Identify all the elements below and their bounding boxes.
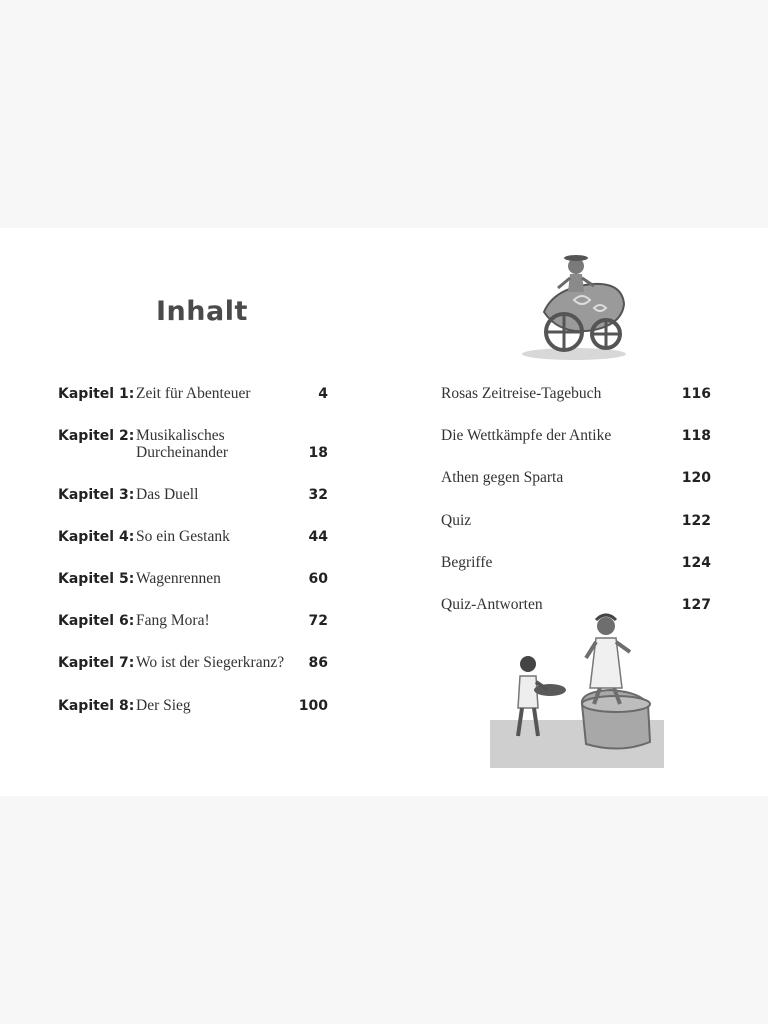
page-number: 120 <box>681 470 711 486</box>
section-title: Die Wettkämpfe der Antike <box>441 427 612 444</box>
chapter-label: Kapitel 2: <box>58 428 135 444</box>
chapter-label: Kapitel 7: <box>58 655 135 671</box>
page-number: 32 <box>308 487 328 503</box>
page-number: 44 <box>308 529 328 545</box>
chapter-label: Kapitel 4: <box>58 529 135 545</box>
chapter-title: Das Duell <box>136 486 199 503</box>
chapter-label: Kapitel 8: <box>58 698 135 714</box>
chapter-title: Wagenrennen <box>136 570 221 587</box>
section-title: Quiz <box>441 512 472 529</box>
section-title: Quiz-Antworten <box>441 596 543 613</box>
toc-row[interactable] <box>58 427 328 465</box>
victory-illustration <box>490 612 664 768</box>
section-title: Rosas Zeitreise-Tagebuch <box>441 385 602 402</box>
chapter-title: So ein Gestank <box>136 528 230 545</box>
chariot-illustration <box>514 248 634 364</box>
page-number: 86 <box>308 655 328 671</box>
chapter-title: Musikalisches <box>136 427 225 444</box>
page-number: 100 <box>298 698 328 714</box>
chapter-title: Zeit für Abenteuer <box>136 385 251 402</box>
page-title: Inhalt <box>156 296 248 327</box>
page-number: 72 <box>308 613 328 629</box>
chapter-label: Kapitel 5: <box>58 571 135 587</box>
page-number: 18 <box>308 445 328 461</box>
page-number: 122 <box>681 513 711 529</box>
section-title: Athen gegen Sparta <box>441 469 564 486</box>
page-number: 116 <box>681 386 711 402</box>
page-number: 4 <box>318 386 328 402</box>
chapter-title: Fang Mora! <box>136 612 210 629</box>
chapter-title-line2: Durcheinander <box>136 444 229 461</box>
chapter-label: Kapitel 1: <box>58 386 135 402</box>
chapter-title: Wo ist der Siegerkranz? <box>136 654 285 671</box>
page-number: 60 <box>308 571 328 587</box>
section-title: Begriffe <box>441 554 493 571</box>
chapter-title: Der Sieg <box>136 697 191 714</box>
chapter-label: Kapitel 6: <box>58 613 135 629</box>
page-number: 124 <box>681 555 711 571</box>
page-number: 118 <box>681 428 711 444</box>
chapter-label: Kapitel 3: <box>58 487 135 503</box>
page-number: 127 <box>681 597 711 613</box>
